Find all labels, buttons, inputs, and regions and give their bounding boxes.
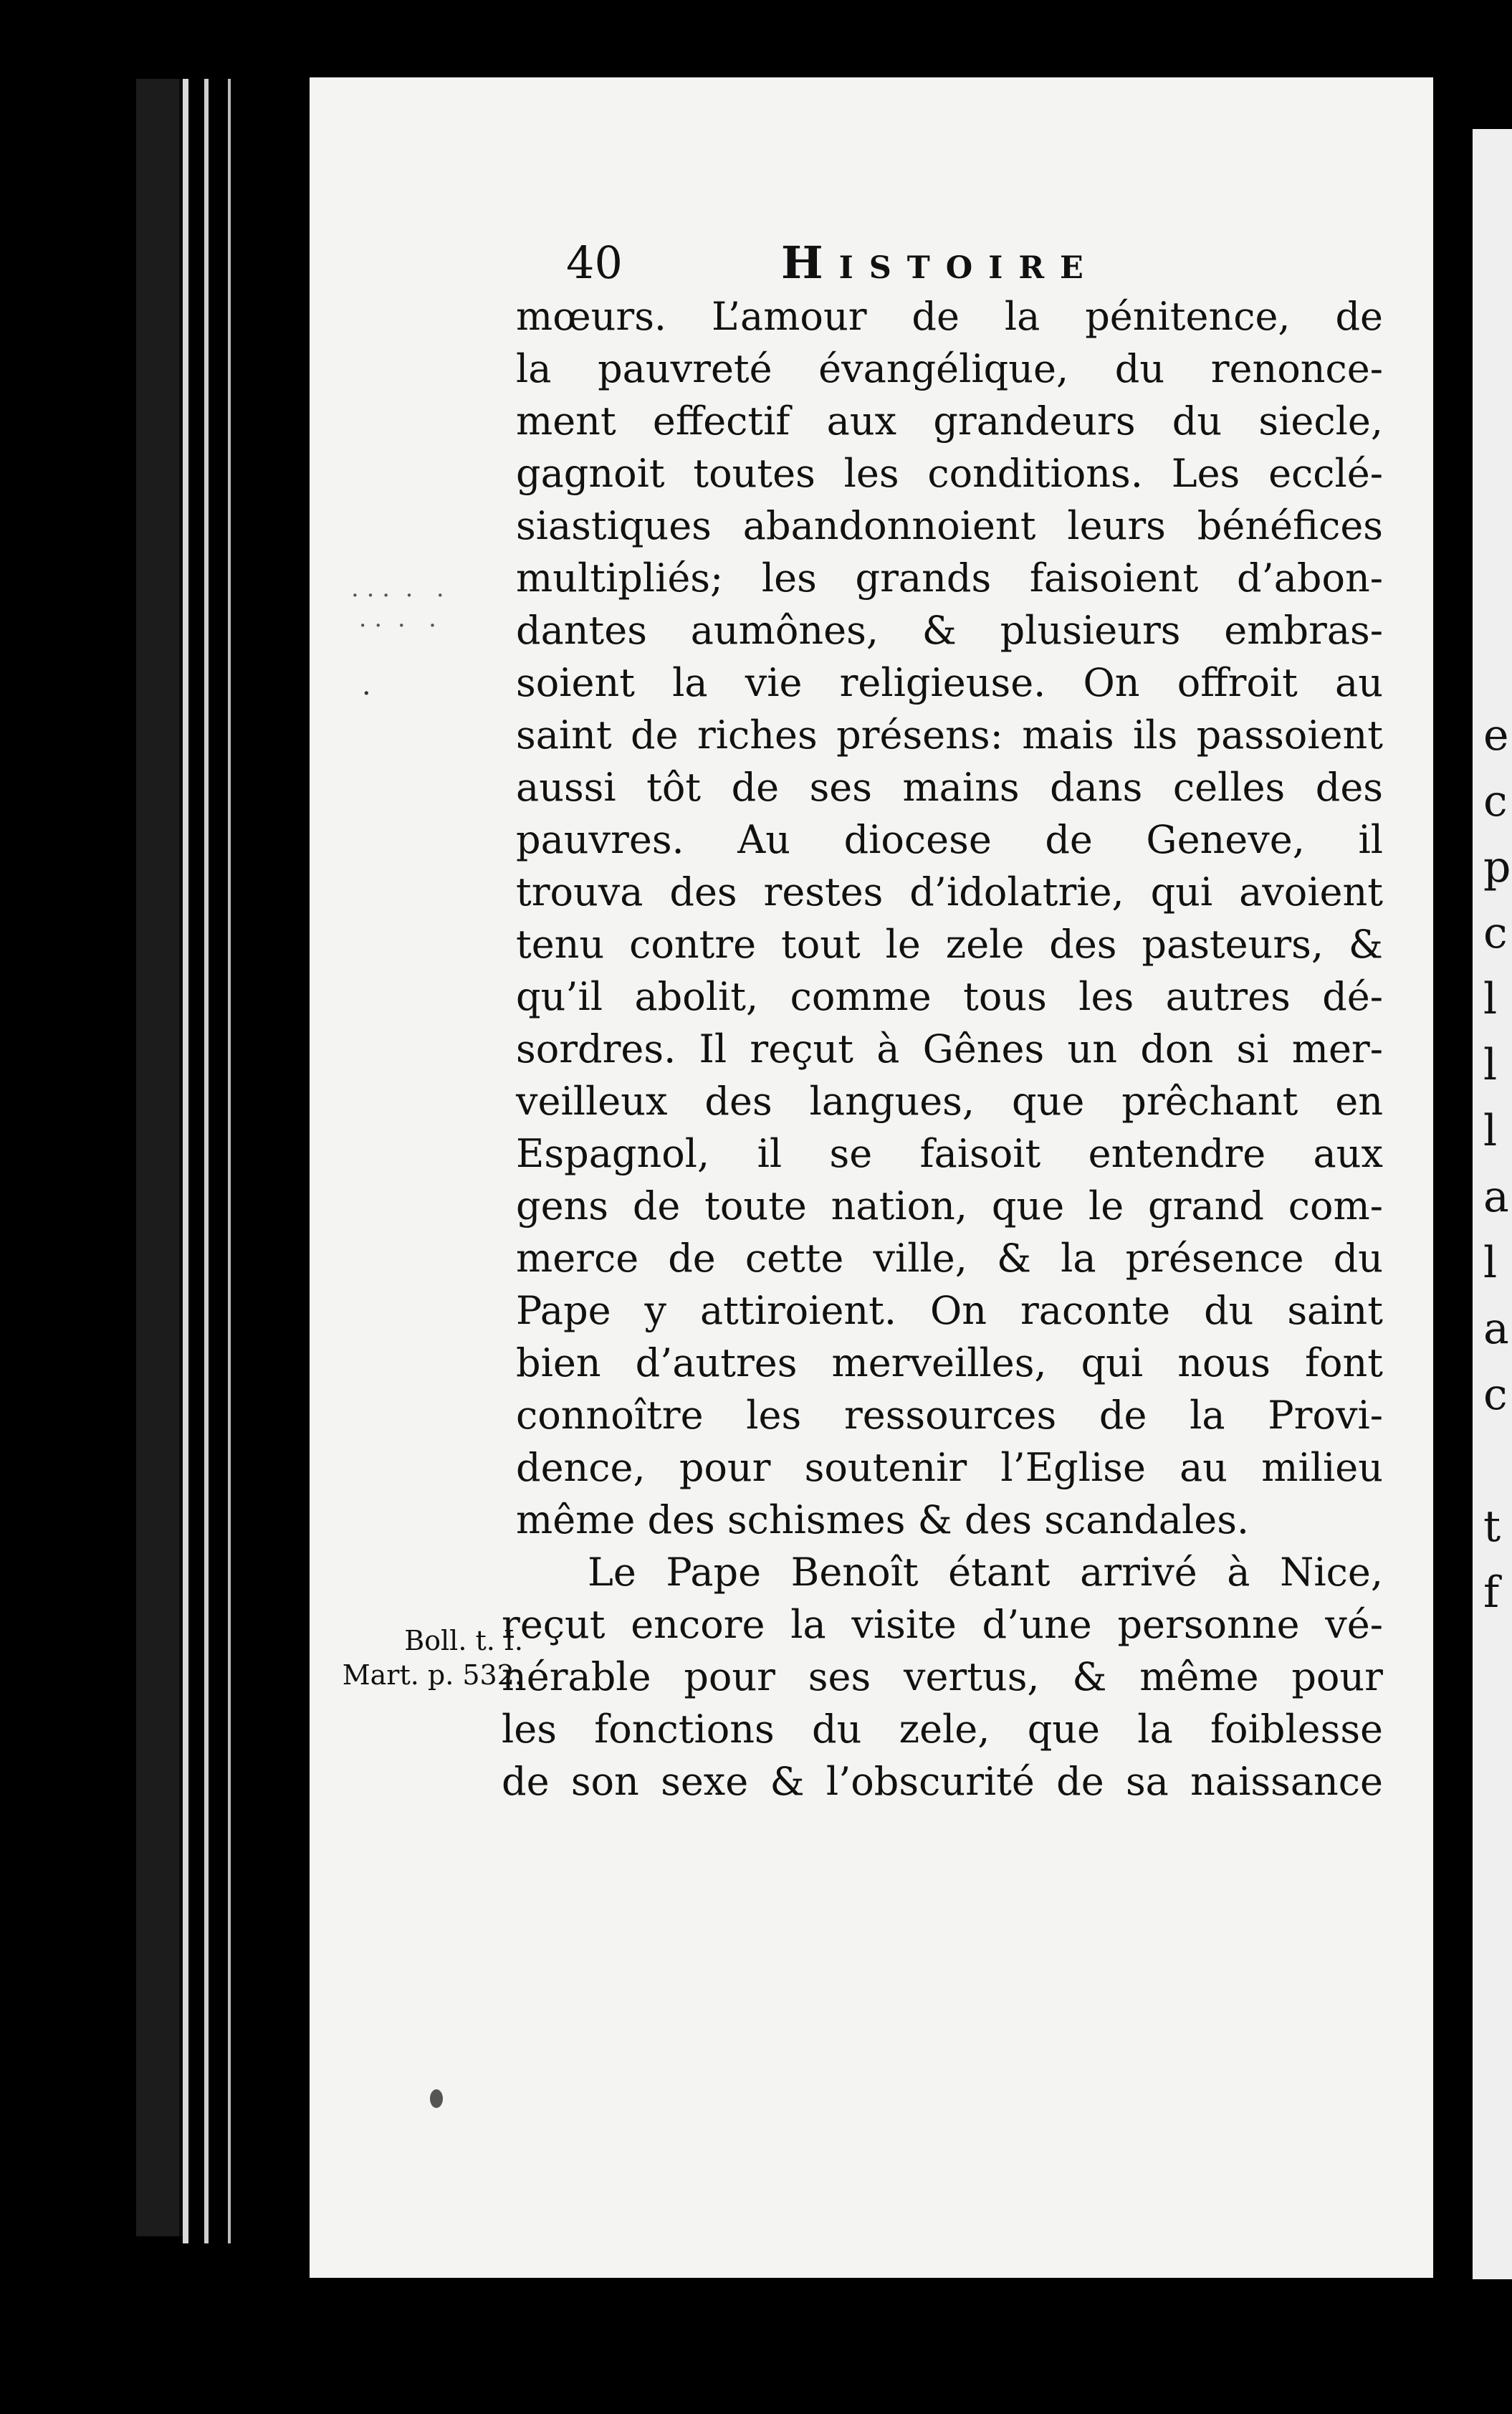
text-line: gens de toute nation, que le grand com- [516, 1183, 1383, 1229]
text-line: dantes aumônes, & plusieurs embras- [516, 608, 1383, 653]
page-edge [204, 79, 209, 2243]
text-line: reçut encore la visite d’une personne vé- [502, 1602, 1383, 1647]
text-line: soient la vie religieuse. On offroit au [516, 660, 1383, 705]
running-head [566, 237, 1211, 294]
text-line: merce de cette ville, & la présence du [516, 1236, 1383, 1281]
text-line: la pauvreté évangélique, du renonce- [516, 346, 1383, 391]
text-line: de son sexe & l’obscurité de sa naissance [502, 1759, 1383, 1804]
body-text [502, 290, 1383, 1808]
facing-page-letters: e c p c l l l a l a c t f [1483, 710, 1511, 1618]
ink-smudge [430, 2089, 443, 2108]
text-line: gagnoit toutes les conditions. Les ecclé- [516, 451, 1383, 496]
text-line: connoître les ressources de la Provi- [516, 1393, 1383, 1438]
text-line: sordres. Il reçut à Gênes un don si mer- [516, 1026, 1383, 1072]
text-line: dence, pour soutenir l’Eglise au milieu [516, 1445, 1383, 1490]
faint-show-through: · · · · · · · · · [351, 581, 444, 640]
text-line: qu’il abolit, comme tous les autres dé- [516, 974, 1383, 1019]
text-line: tenu contre tout le zele des pasteurs, & [516, 922, 1383, 967]
text-line: veilleux des langues, que prêchant en [516, 1079, 1383, 1124]
text-line: pauvres. Au diocese de Geneve, il [516, 817, 1383, 862]
running-title: Histoire [781, 237, 1099, 289]
page-edge [183, 79, 188, 2243]
text-line: ment effectif aux grandeurs du siecle, [516, 399, 1383, 444]
text-line: les fonctions du zele, que la foiblesse [502, 1707, 1383, 1752]
book-binding [136, 79, 183, 2236]
text-line: aussi tôt de ses mains dans celles des [516, 765, 1383, 810]
margin-note-line: Boll. t. I. [404, 1625, 523, 1656]
text-line: trouva des restes d’idolatrie, qui avoient [516, 869, 1383, 915]
text-line: multipliés; les grands faisoient d’abon- [516, 555, 1383, 601]
margin-note-line: Mart. p. 532. [342, 1659, 523, 1691]
text-line: saint de riches présens: mais ils passoient [516, 712, 1383, 758]
page-number: 40 [566, 237, 623, 289]
ink-mark: · [362, 677, 371, 710]
text-line: Espagnol, il se faisoit entendre aux [516, 1131, 1383, 1176]
margin-note [308, 1623, 523, 1692]
text-line: bien d’autres merveilles, qui nous font [516, 1340, 1383, 1385]
text-line: nérable pour ses vertus, & même pour [502, 1654, 1383, 1699]
page-edge [228, 79, 231, 2243]
text-line: même des schismes & des scandales. [516, 1497, 1250, 1542]
text-line: Pape y attiroient. On raconte du saint [516, 1288, 1383, 1333]
text-line: Le Pape Benoît étant arrivé à Nice, [588, 1550, 1383, 1595]
text-line: siastiques abandonnoient leurs bénéfices [516, 503, 1383, 548]
text-line: mœurs. L’amour de la pénitence, de [516, 294, 1383, 339]
